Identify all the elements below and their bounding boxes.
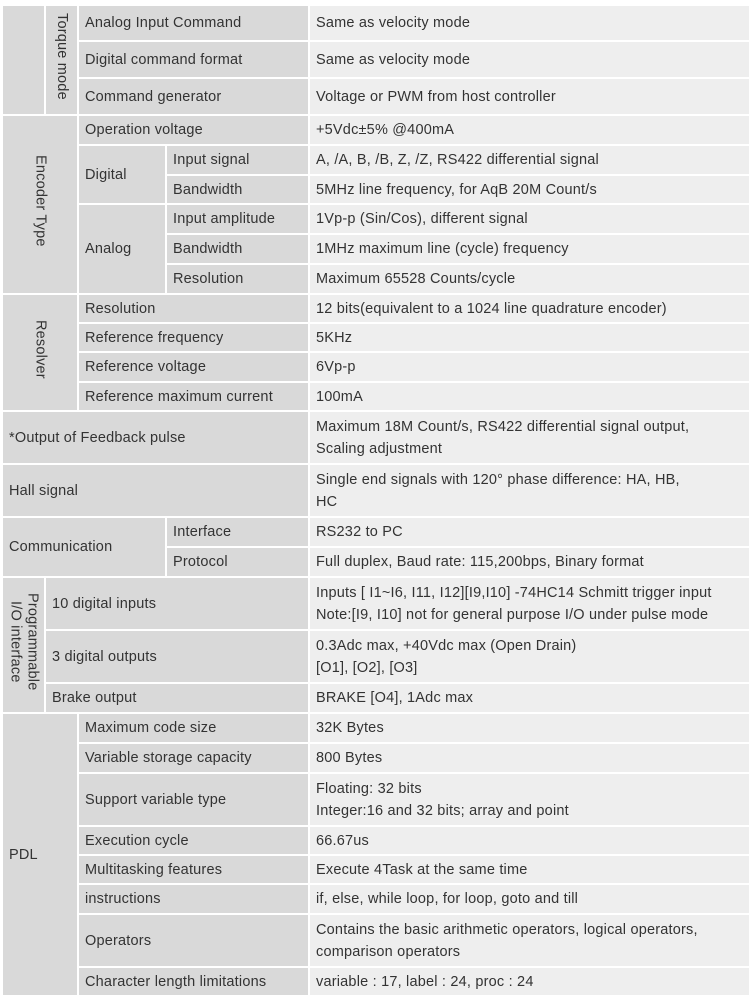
row-value: Maximum 65528 Counts/cycle <box>309 264 750 294</box>
row-label: Character length limitations <box>78 967 309 996</box>
row-label: Digital command format <box>78 41 309 78</box>
value-line: 0.3Adc max, +40Vdc max (Open Drain) <box>316 637 577 654</box>
io-group <box>2 577 45 713</box>
hall-value <box>309 464 750 517</box>
value-line: comparison operators <box>316 943 461 960</box>
value-line: Inputs [ I1~I6, I11, I12][I9,I10] -74HC14 Schmitt trigger input <box>316 584 712 601</box>
row-label: Reference frequency <box>78 323 309 352</box>
pdl-group: PDL <box>2 713 78 996</box>
table-row <box>2 517 750 547</box>
row-label: Resolution <box>78 294 309 323</box>
torque-mode-label: Torque mode <box>54 13 70 100</box>
table-row <box>2 411 750 464</box>
row-value <box>309 577 750 630</box>
value-line: Scaling adjustment <box>316 440 443 457</box>
table-row <box>2 914 750 967</box>
table-row <box>2 5 750 41</box>
table-row <box>2 577 750 630</box>
row-value: 800 Bytes <box>309 743 750 773</box>
table-row <box>2 145 750 175</box>
feedback-value <box>309 411 750 464</box>
table-row <box>2 773 750 826</box>
row-label: Protocol <box>166 547 309 577</box>
row-label: Input amplitude <box>166 204 309 234</box>
row-label: Maximum code size <box>78 713 309 743</box>
io-group-line: I/O interface <box>7 600 24 683</box>
encoder-analog-label: Analog <box>78 204 166 294</box>
row-value: Same as velocity mode <box>309 5 750 41</box>
io-group-label <box>7 593 41 691</box>
torque-blank-cell <box>2 5 45 115</box>
value-line: Integer:16 and 32 bits; array and point <box>316 802 569 819</box>
table-row <box>2 967 750 996</box>
row-label: Brake output <box>45 683 309 713</box>
hall-label: Hall signal <box>2 464 309 517</box>
encoder-type-group <box>2 115 78 294</box>
row-label: Execution cycle <box>78 826 309 855</box>
row-value: +5Vdc±5% @400mA <box>309 115 750 145</box>
row-label: Reference maximum current <box>78 382 309 411</box>
row-label: Reference voltage <box>78 352 309 382</box>
table-row <box>2 464 750 517</box>
row-label: Multitasking features <box>78 855 309 884</box>
value-line: Floating: 32 bits <box>316 780 422 797</box>
table-row <box>2 826 750 855</box>
row-value: 1MHz maximum line (cycle) frequency <box>309 234 750 264</box>
table-row <box>2 630 750 683</box>
table-row <box>2 41 750 78</box>
row-value: Full duplex, Baud rate: 115,200bps, Binary format <box>309 547 750 577</box>
row-label: 10 digital inputs <box>45 577 309 630</box>
row-value: 5KHz <box>309 323 750 352</box>
row-label: Resolution <box>166 264 309 294</box>
table-row <box>2 294 750 323</box>
row-value <box>309 630 750 683</box>
row-value: Execute 4Task at the same time <box>309 855 750 884</box>
value-line: Note:[I9, I10] not for general purpose I/O under pulse mode <box>316 606 709 623</box>
row-label: 3 digital outputs <box>45 630 309 683</box>
table-row <box>2 855 750 884</box>
communication-label: Communication <box>2 517 166 577</box>
row-label: Bandwidth <box>166 175 309 204</box>
row-value: 100mA <box>309 382 750 411</box>
table-row <box>2 382 750 411</box>
spec-table <box>1 4 750 997</box>
table-row <box>2 115 750 145</box>
encoder-digital-label: Digital <box>78 145 166 204</box>
row-value: 5MHz line frequency, for AqB 20M Count/s <box>309 175 750 204</box>
table-row <box>2 78 750 115</box>
feedback-label: *Output of Feedback pulse <box>2 411 309 464</box>
value-line: Single end signals with 120° phase difference: HA, HB, <box>316 471 680 488</box>
encoder-type-label: Encoder Type <box>32 155 49 247</box>
row-value: Same as velocity mode <box>309 41 750 78</box>
row-value: 66.67us <box>309 826 750 855</box>
row-value: A, /A, B, /B, Z, /Z, RS422 differential signal <box>309 145 750 175</box>
table-row <box>2 352 750 382</box>
row-value: RS232 to PC <box>309 517 750 547</box>
value-line: [O1], [O2], [O3] <box>316 659 418 676</box>
value-line: HC <box>316 493 338 510</box>
row-value <box>309 773 750 826</box>
table-row <box>2 743 750 773</box>
value-line: Contains the basic arithmetic operators, logical operators, <box>316 921 698 938</box>
row-value: BRAKE [O4], 1Adc max <box>309 683 750 713</box>
row-label: Operators <box>78 914 309 967</box>
row-value: 32K Bytes <box>309 713 750 743</box>
table-row <box>2 683 750 713</box>
row-label: Variable storage capacity <box>78 743 309 773</box>
row-value: 12 bits(equivalent to a 1024 line quadrature encoder) <box>309 294 750 323</box>
row-label: Input signal <box>166 145 309 175</box>
resolver-group <box>2 294 78 411</box>
row-value: variable : 17, label : 24, proc : 24 <box>309 967 750 996</box>
io-group-line: Programmable <box>24 592 41 691</box>
row-label: Support variable type <box>78 773 309 826</box>
row-value: 1Vp-p (Sin/Cos), different signal <box>309 204 750 234</box>
row-label: Command generator <box>78 78 309 115</box>
row-value: if, else, while loop, for loop, goto and till <box>309 884 750 914</box>
table-row <box>2 204 750 234</box>
torque-mode-group <box>45 5 78 115</box>
row-value <box>309 914 750 967</box>
row-label: Analog Input Command <box>78 5 309 41</box>
row-label: Bandwidth <box>166 234 309 264</box>
row-label: instructions <box>78 884 309 914</box>
table-row <box>2 713 750 743</box>
row-value: 6Vp-p <box>309 352 750 382</box>
row-value: Voltage or PWM from host controller <box>309 78 750 115</box>
table-row <box>2 323 750 352</box>
table-row <box>2 884 750 914</box>
resolver-label: Resolver <box>32 319 49 379</box>
row-label: Operation voltage <box>78 115 309 145</box>
value-line: Maximum 18M Count/s, RS422 differential signal output, <box>316 418 690 435</box>
row-label: Interface <box>166 517 309 547</box>
